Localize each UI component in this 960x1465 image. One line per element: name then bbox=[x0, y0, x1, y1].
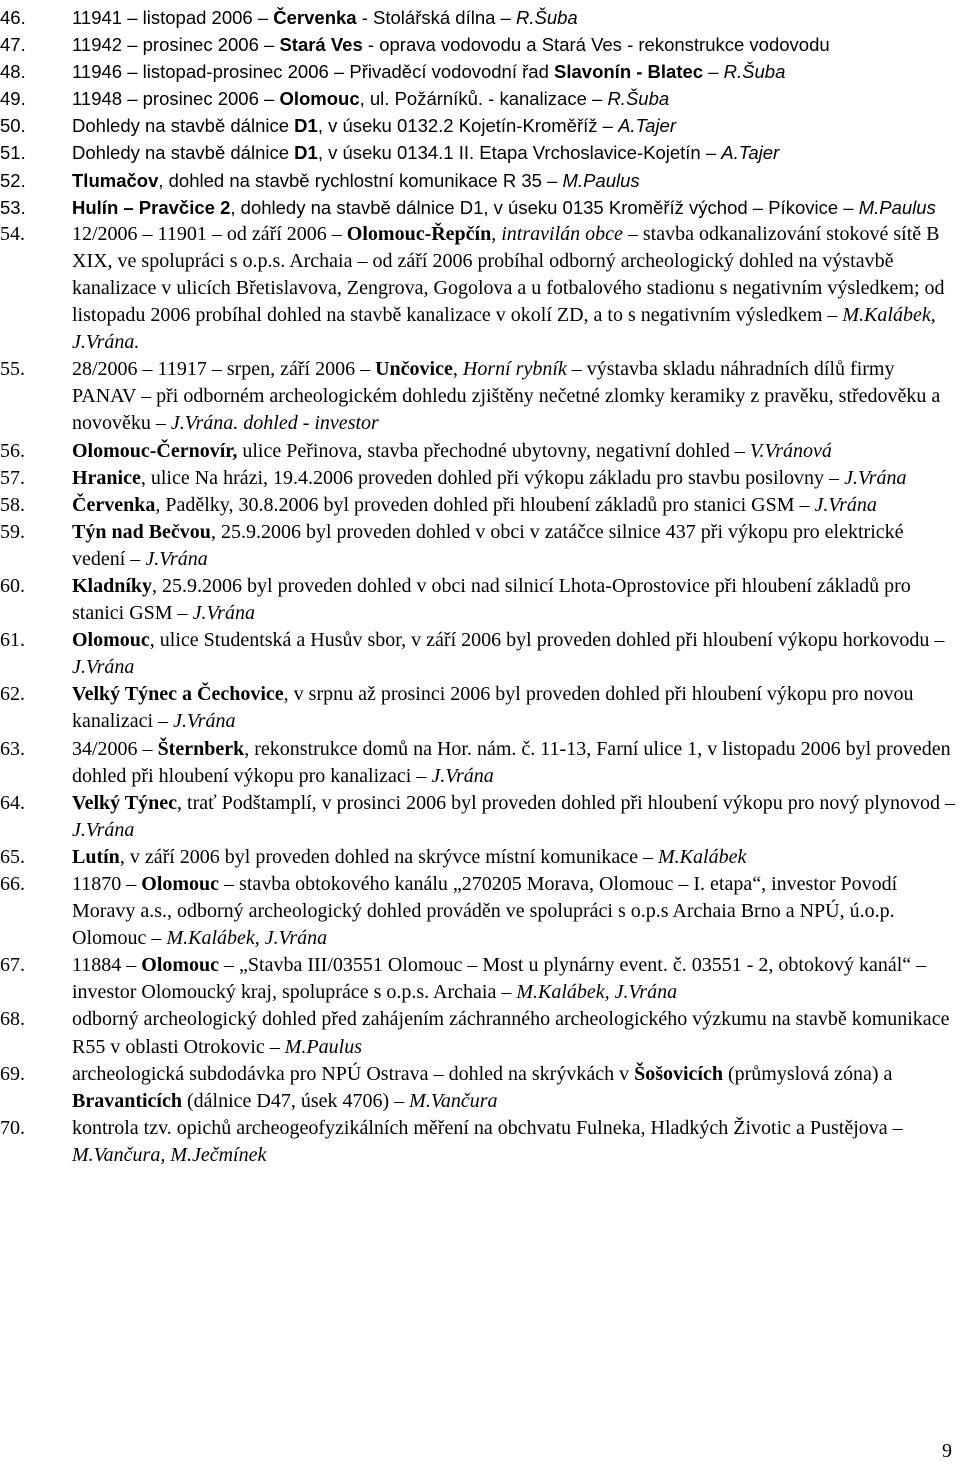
list-item bbox=[0, 736, 958, 790]
list-item bbox=[0, 4, 958, 31]
item-text bbox=[72, 467, 906, 489]
item-number: 65. bbox=[0, 845, 25, 868]
text-run: 11884 – bbox=[72, 954, 142, 977]
bold-text: Stará Ves bbox=[279, 34, 363, 56]
item-number: 57. bbox=[0, 466, 25, 489]
list-item bbox=[0, 492, 958, 519]
item-number: 47. bbox=[0, 34, 26, 56]
list-item bbox=[0, 221, 958, 356]
item-number: 53. bbox=[0, 196, 26, 218]
item-text bbox=[72, 142, 779, 163]
item-text bbox=[72, 683, 914, 732]
list-item bbox=[0, 871, 958, 952]
bold-text: Hranice bbox=[72, 466, 141, 489]
item-number: 52. bbox=[0, 169, 26, 191]
italic-text: J.Vrána bbox=[814, 493, 877, 516]
text-run: , ulice Studentská a Husův sbor, v září 2006 byl proveden dohled při hloubení výkopu horkovodu – bbox=[149, 629, 945, 652]
text-run: 11941 – listopad 2006 – bbox=[72, 7, 274, 28]
item-text bbox=[72, 115, 676, 136]
italic-text: M.Paulus bbox=[562, 169, 640, 191]
text-run: – „Stavba III/03551 Olomouc – Most u plynárny event. č. 03551 - 2, obtokový kanál“ – investor Olomoucký kraj, spolupráce s o.p.s. Archaia – bbox=[72, 954, 927, 1004]
text-run: , bbox=[491, 222, 502, 245]
list-item bbox=[0, 139, 958, 166]
item-text bbox=[72, 197, 936, 218]
bold-text: Kladníky bbox=[72, 574, 153, 597]
text-run: 11942 – prosinec 2006 – bbox=[72, 34, 280, 56]
text-run: , bbox=[452, 358, 463, 381]
text-run: , ulice Na hrázi, 19.4.2006 proveden dohled při výkopu základu pro stavbu posilovny – bbox=[140, 466, 845, 489]
text-run: Dohledy na stavbě dálnice bbox=[72, 142, 295, 164]
italic-text: V.Vránová bbox=[749, 439, 832, 462]
text-run: 11948 – prosinec 2006 – bbox=[72, 88, 280, 110]
list-item bbox=[0, 465, 958, 492]
list-item bbox=[0, 85, 958, 112]
list-item bbox=[0, 627, 958, 681]
text-run: (dálnice D47, úsek 4706) – bbox=[182, 1089, 410, 1112]
italic-text: J.Vrána bbox=[173, 710, 236, 733]
item-number: 59. bbox=[0, 520, 25, 543]
italic-text: Horní rybník bbox=[462, 358, 567, 381]
item-number: 69. bbox=[0, 1062, 25, 1085]
list-item bbox=[0, 790, 958, 844]
list-item bbox=[0, 1061, 958, 1115]
numbered-list bbox=[0, 4, 958, 1169]
text-run: kontrola tzv. opichů archeogeofyzikálních měření na obchvatu Fulneka, Hladkých Životic a Pustějova – bbox=[72, 1116, 903, 1139]
text-run: , dohled na stavbě rychlostní komunikace R 35 – bbox=[158, 169, 563, 191]
item-text bbox=[72, 1117, 903, 1166]
item-number: 61. bbox=[0, 629, 25, 652]
italic-text: intravilán obce bbox=[501, 222, 623, 245]
item-text bbox=[72, 440, 832, 462]
item-number: 63. bbox=[0, 737, 25, 760]
italic-text: M.Kalábek bbox=[658, 845, 747, 868]
text-run: , 25.9.2006 byl proveden dohled v obci v zatáčce silnice 437 při výkopu pro elektrické vedení – bbox=[72, 520, 904, 570]
text-run: , dohledy na stavbě dálnice D1, v úseku 0135 Kroměříž východ – Píkovice – bbox=[230, 196, 859, 218]
item-number: 46. bbox=[0, 7, 26, 28]
text-run: 11946 – listopad-prosinec 2006 – Přivaděcí vodovodní řad bbox=[72, 61, 555, 83]
item-text bbox=[72, 575, 911, 624]
text-run: , v úseku 0132.2 Kojetín-Kroměříž – bbox=[317, 115, 619, 137]
list-item bbox=[0, 681, 958, 735]
list-item bbox=[0, 438, 958, 465]
bold-text: D1 bbox=[294, 142, 318, 164]
page-number: 9 bbox=[942, 1440, 952, 1462]
list-item bbox=[0, 1006, 958, 1060]
list-item bbox=[0, 952, 958, 1006]
bold-text: Olomouc bbox=[141, 954, 220, 977]
italic-text: M.Kalábek, J.Vrána. bbox=[72, 304, 936, 354]
item-text bbox=[72, 954, 926, 1003]
item-number: 56. bbox=[0, 439, 25, 462]
italic-text: M.Kalábek, J.Vrána bbox=[516, 981, 678, 1004]
text-run: - oprava vodovodu a Stará Ves - rekonstrukce vodovodu bbox=[362, 34, 830, 56]
list-item bbox=[0, 112, 958, 139]
list-item bbox=[0, 58, 958, 85]
item-text bbox=[72, 358, 940, 434]
item-number: 58. bbox=[0, 493, 25, 516]
item-number: 54. bbox=[0, 222, 25, 245]
text-run: , Padělky, 30.8.2006 byl proveden dohled při hloubení základů pro stanici GSM – bbox=[155, 493, 815, 516]
text-run: , v září 2006 byl proveden dohled na skrývce místní komunikace – bbox=[119, 845, 659, 868]
item-number: 70. bbox=[0, 1116, 25, 1139]
item-number: 66. bbox=[0, 873, 25, 895]
list-item bbox=[0, 1115, 958, 1169]
italic-text: J.Vrána. dohled - investor bbox=[170, 412, 379, 435]
italic-text: R.Šuba bbox=[723, 61, 786, 83]
text-run: , 25.9.2006 byl proveden dohled v obci nad silnicí Lhota-Oprostovice při hloubení základů pro stanici GSM – bbox=[72, 574, 911, 625]
italic-text: R.Šuba bbox=[607, 88, 670, 110]
item-number: 49. bbox=[0, 88, 26, 110]
item-text bbox=[72, 34, 830, 55]
item-text bbox=[72, 7, 578, 28]
italic-text: J.Vrána bbox=[431, 764, 494, 787]
text-run: archeologická subdodávka pro NPÚ Ostrava – dohled na skrývkách v bbox=[72, 1062, 635, 1085]
item-text bbox=[72, 873, 897, 949]
text-run: , v úseku 0134.1 II. Etapa Vrchoslavice-Kojetín – bbox=[317, 142, 722, 164]
list-item bbox=[0, 31, 958, 58]
text-run: , ul. Požárníků. - kanalizace – bbox=[359, 88, 608, 110]
item-text bbox=[72, 521, 904, 570]
bold-text: Slavonín - Blatec bbox=[554, 61, 704, 83]
item-number: 67. bbox=[0, 954, 25, 977]
item-text bbox=[72, 494, 877, 516]
italic-text: A.Tajer bbox=[618, 115, 677, 137]
item-text bbox=[72, 223, 945, 353]
text-run: Dohledy na stavbě dálnice bbox=[72, 115, 295, 137]
bold-text: Olomouc-Černovír, bbox=[72, 439, 238, 462]
text-run: 12/2006 – 11901 – od září 2006 – bbox=[72, 222, 347, 245]
bold-text: Šošovicích bbox=[634, 1062, 723, 1085]
list-item bbox=[0, 167, 958, 194]
bold-text: Hulín – Pravčice 2 bbox=[72, 196, 231, 218]
bold-text: Olomouc-Řepčín bbox=[346, 222, 492, 245]
bold-text: Velký Týnec a Čechovice bbox=[72, 683, 284, 706]
bold-text: Bravanticích bbox=[72, 1089, 182, 1112]
item-number: 55. bbox=[0, 358, 25, 381]
text-run: – stavba odkanalizování stokové sítě B XIX, ve spolupráci s o.p.s. Archaia – od září 2006 probíhal odborný archeologický dohled na výstavbě kanalizace v ulicích Břetislavova, Zengrova, Gogolova a u fotbalového stadionu s negativním výsledkem; od listopadu 2006 probíhal dohled na stavbě kanalizace v okolí ZD, a to s negativním výsledkem – bbox=[72, 222, 945, 327]
italic-text: R.Šuba bbox=[515, 7, 578, 28]
italic-text: M.Paulus bbox=[284, 1035, 362, 1058]
bold-text: Olomouc bbox=[141, 873, 220, 895]
item-number: 50. bbox=[0, 115, 26, 137]
text-run: - Stolářská dílna – bbox=[356, 7, 516, 28]
item-text bbox=[72, 170, 640, 191]
list-item bbox=[0, 844, 958, 871]
item-text bbox=[72, 61, 785, 82]
text-run: 34/2006 – bbox=[72, 737, 158, 760]
italic-text: J.Vrána bbox=[844, 466, 907, 489]
item-text bbox=[72, 846, 746, 868]
text-run: , rekonstrukce domů na Hor. nám. č. 11-13, Farní ulice 1, v listopadu 2006 byl proveden dohled při hloubení výkopu pro kanalizaci – bbox=[72, 737, 951, 787]
italic-text: A.Tajer bbox=[721, 142, 780, 164]
list-item bbox=[0, 573, 958, 627]
item-number: 51. bbox=[0, 142, 26, 164]
bold-text: Červenka bbox=[72, 493, 156, 516]
item-text bbox=[72, 792, 955, 841]
item-text bbox=[72, 1063, 892, 1112]
text-run: – stavba obtokového kanálu „270205 Morava, Olomouc – I. etapa“, investor Povodí Moravy a.s., odborný archeologický dohled prováděn ve spolupráci s o.p.s Archaia Brno a NPÚ, ú.o.p. Olomouc – bbox=[72, 873, 898, 950]
text-run: , trať Podštamplí, v prosinci 2006 byl proveden dohled při hloubení výkopu pro nový plynovod – bbox=[177, 791, 955, 814]
italic-text: M.Vančura bbox=[409, 1089, 498, 1112]
item-number: 60. bbox=[0, 574, 25, 597]
item-text bbox=[72, 738, 951, 787]
text-run: (průmyslová zóna) a bbox=[722, 1062, 893, 1085]
italic-text: M.Paulus bbox=[858, 196, 936, 218]
text-run: – výstavba skladu náhradních dílů firmy PANAV – při odborném archeologickém dohledu zjištěny nečetné zlomky keramiky z pravěku, středověku a novověku – bbox=[72, 358, 941, 435]
italic-text: J.Vrána bbox=[192, 602, 255, 625]
item-number: 62. bbox=[0, 683, 25, 706]
italic-text: M.Vančura, M.Ječmínek bbox=[72, 1143, 267, 1166]
bold-text: Olomouc bbox=[279, 88, 360, 110]
text-run: , v srpnu až prosinci 2006 byl proveden dohled při hloubení výkopu pro novou kanalizaci – bbox=[72, 683, 914, 733]
bold-text: Lutín bbox=[72, 845, 120, 868]
text-run: odborný archeologický dohled před zahájením záchranného archeologického výzkumu na stavbě komunikace R55 v oblasti Otrokovic – bbox=[72, 1008, 950, 1058]
item-number: 48. bbox=[0, 61, 26, 83]
text-run: – bbox=[703, 61, 724, 83]
text-run: 11870 – bbox=[72, 873, 142, 895]
item-text bbox=[72, 1008, 949, 1057]
item-text bbox=[72, 629, 944, 678]
bold-text: Olomouc bbox=[72, 629, 150, 652]
list-item bbox=[0, 194, 958, 221]
item-text bbox=[72, 88, 669, 109]
text-run: 28/2006 – 11917 – srpen, září 2006 – bbox=[72, 358, 376, 381]
italic-text: J.Vrána bbox=[72, 818, 135, 841]
list-item bbox=[0, 519, 958, 573]
bold-text: Tlumačov bbox=[72, 169, 159, 191]
bold-text: Šternberk bbox=[157, 737, 245, 760]
italic-text: M.Kalábek, J.Vrána bbox=[166, 927, 328, 950]
italic-text: J.Vrána bbox=[145, 547, 208, 570]
text-run: ulice Peřinova, stavba přechodné ubytovny, negativní dohled – bbox=[237, 439, 750, 462]
list-item bbox=[0, 356, 958, 437]
item-number: 68. bbox=[0, 1008, 25, 1031]
bold-text: Velký Týnec bbox=[72, 791, 178, 814]
bold-text: Týn nad Bečvou bbox=[72, 520, 211, 543]
bold-text: Červenka bbox=[273, 7, 357, 28]
bold-text: Unčovice bbox=[375, 358, 453, 381]
item-number: 64. bbox=[0, 791, 25, 814]
italic-text: J.Vrána bbox=[72, 656, 135, 679]
bold-text: D1 bbox=[294, 115, 318, 137]
